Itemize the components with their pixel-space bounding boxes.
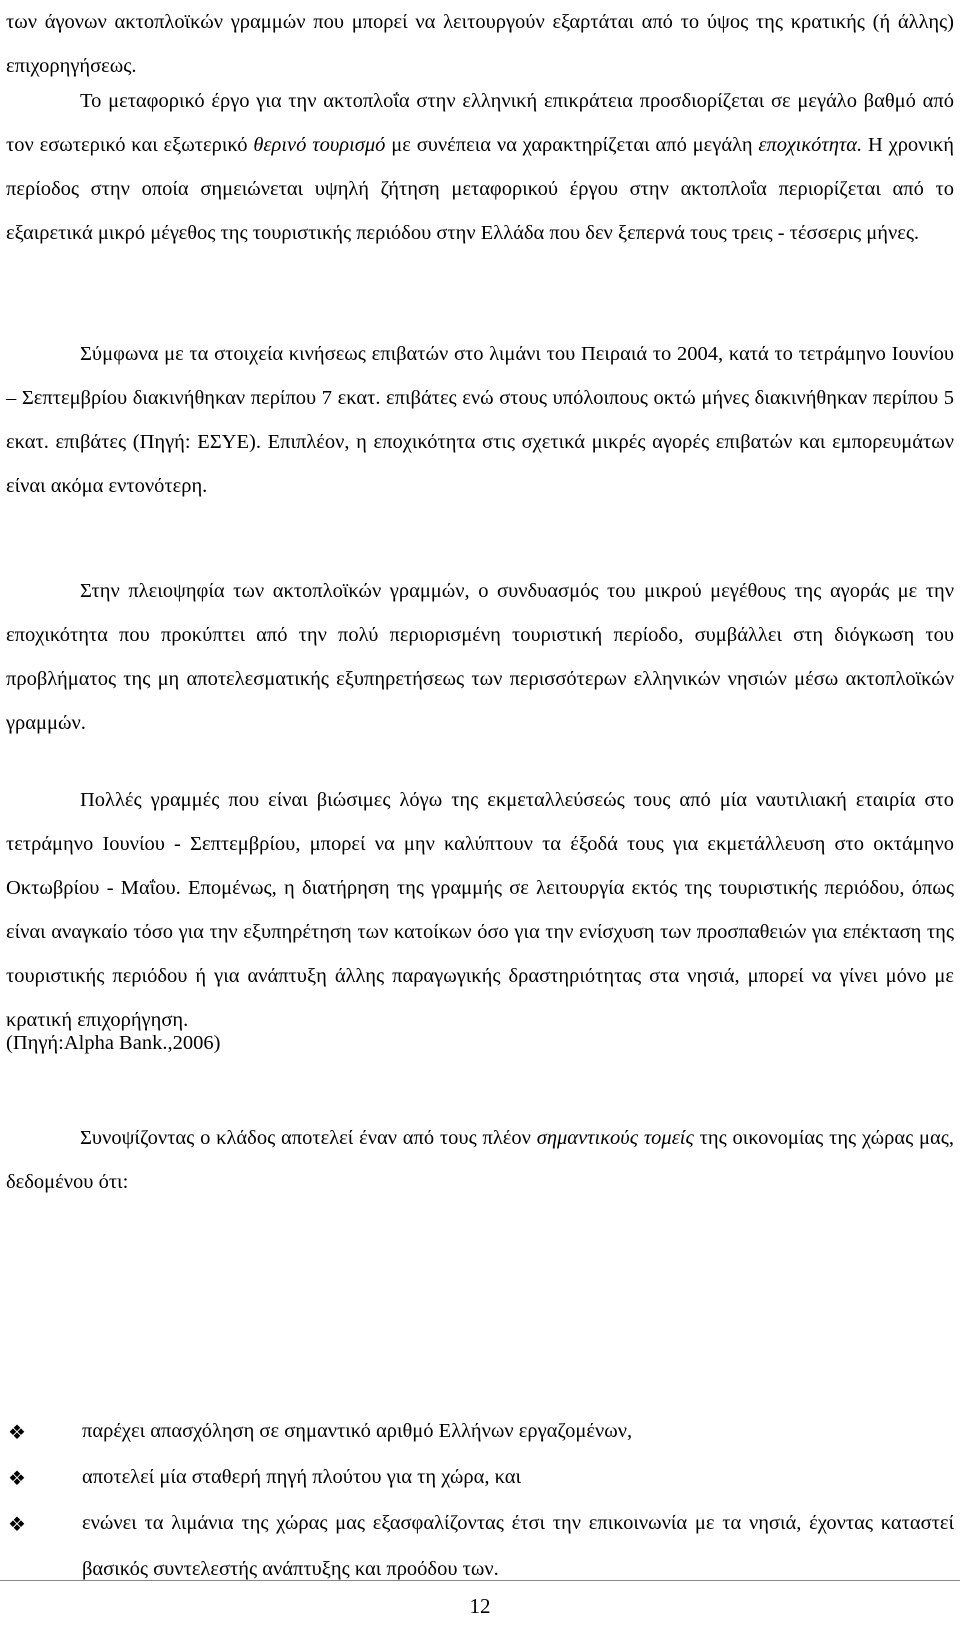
- paragraph-6: [6, 1116, 954, 1204]
- bullet-text: ενώνει τα λιμάνια της χώρας μας εξασφαλίζοντας έτσι την επικοινωνία με τα νησιά, έχοντας καταστεί βασικός συντελεστής ανάπτυξης και προόδου των.: [82, 1512, 954, 1580]
- bullet-list: [0, 1408, 954, 1592]
- bullet-text: αποτελεί μία σταθερή πηγή πλούτου για τη χώρα, και: [82, 1466, 521, 1488]
- paragraph-2-text-b: με συνέπεια να χαρακτηρίζεται από μεγάλη: [385, 134, 759, 156]
- bullet-item: [0, 1408, 954, 1454]
- emphasis-summer-tourism: θερινό τουρισμό: [253, 134, 386, 156]
- diamond-bullet-icon: ❖: [8, 1466, 26, 1490]
- source-citation: (Πηγή:Alpha Bank.,2006): [6, 1032, 221, 1054]
- bullet-text: παρέχει απασχόληση σε σημαντικό αριθμό Ελλήνων εργαζομένων,: [82, 1420, 633, 1442]
- paragraph-2: [6, 79, 954, 255]
- diamond-bullet-icon: ❖: [8, 1420, 26, 1444]
- paragraph-5: Πολλές γραμμές που είναι βιώσιμες λόγω της εκμεταλλεύσεώς τους από μία ναυτιλιακή εταιρία στο τετράμηνο Ιουνίου - Σεπτεμβρίου, μπορεί να μην καλύπτουν τα έξοδά τους για εκμετάλλευση στο οκτάμηνο Οκτωβρίου - Μαΐου. Επομένως, η διατήρηση της γραμμής σε λειτουργία εκτός της τουριστικής περιόδου, όπως είναι αναγκαίο τόσο για την εξυπηρέτηση των κατοίκων όσο για την ενίσχυση των προσπαθειών για επέκταση της τουριστικής περιόδου ή για ανάπτυξη άλλης παραγωγικής δραστηριότητας στα νησιά, μπορεί να γίνει μόνο με κρατική επιχορήγηση.: [6, 789, 954, 1031]
- paragraph-4: Στην πλειοψηφία των ακτοπλοϊκών γραμμών, ο συνδυασμός του μικρού μεγέθους της αγοράς με την εποχικότητα που προκύπτει από την πολύ περιορισμένη τουριστική περίοδο, συμβάλλει στη διόγκωση του προβλήματος της μη αποτελεσματικής εξυπηρετήσεως των περισσότερων ελληνικών νησιών μέσω ακτοπλοϊκών γραμμών.: [6, 580, 954, 734]
- paragraph-6-text-a: Συνοψίζοντας ο κλάδος αποτελεί έναν από τους πλέον: [80, 1127, 537, 1149]
- emphasis-seasonality: εποχικότητα.: [758, 134, 863, 156]
- paragraph-2-text-a: Το μεταφορικό έργο για την ακτοπλοΐα στην ελληνική επικράτεια προσδιορίζεται σε μεγάλο βαθμό από τον εσωτερικό και εξωτερικό: [6, 90, 954, 156]
- page-number: 12: [469, 1594, 491, 1618]
- paragraph-1: των άγονων ακτοπλοϊκών γραμμών που μπορεί να λειτουργούν εξαρτάται από το ύψος της κρατικής (ή άλλης) επιχορηγήσεως.: [6, 11, 954, 77]
- bullet-item: [0, 1454, 954, 1500]
- paragraph-2-text-c: Η χρονική περίοδος στην οποία σημειώνεται υψηλή ζήτηση μεταφορικού έργου στην ακτοπλοΐα περιορίζεται από το εξαιρετικά μικρό μέγεθος της τουριστικής περιόδου στην Ελλάδα που δεν ξεπερνά τους τρεις - τέσσερις μήνες.: [6, 134, 955, 244]
- paragraph-3: Σύμφωνα με τα στοιχεία κινήσεως επιβατών στο λιμάνι του Πειραιά το 2004, κατά το τετράμηνο Ιουνίου – Σεπτεμβρίου διακινήθηκαν περίπου 7 εκατ. επιβάτες ενώ στους υπόλοιπους οκτώ μήνες διακινήθηκαν περίπου 5 εκατ. επιβάτες (Πηγή: ΕΣΥΕ). Επιπλέον, η εποχικότητα στις σχετικά μικρές αγορές επιβατών και εμπορευμάτων είναι ακόμα εντονότερη.: [6, 343, 954, 497]
- paragraph-6-text-b: της οικονομίας της χώρας μας, δεδομένου ότι:: [6, 1127, 954, 1193]
- bullet-item: [0, 1500, 954, 1592]
- diamond-bullet-icon: ❖: [8, 1512, 26, 1536]
- footer-divider: [0, 1580, 960, 1581]
- emphasis-important-sectors: σημαντικούς τομείς: [536, 1127, 694, 1149]
